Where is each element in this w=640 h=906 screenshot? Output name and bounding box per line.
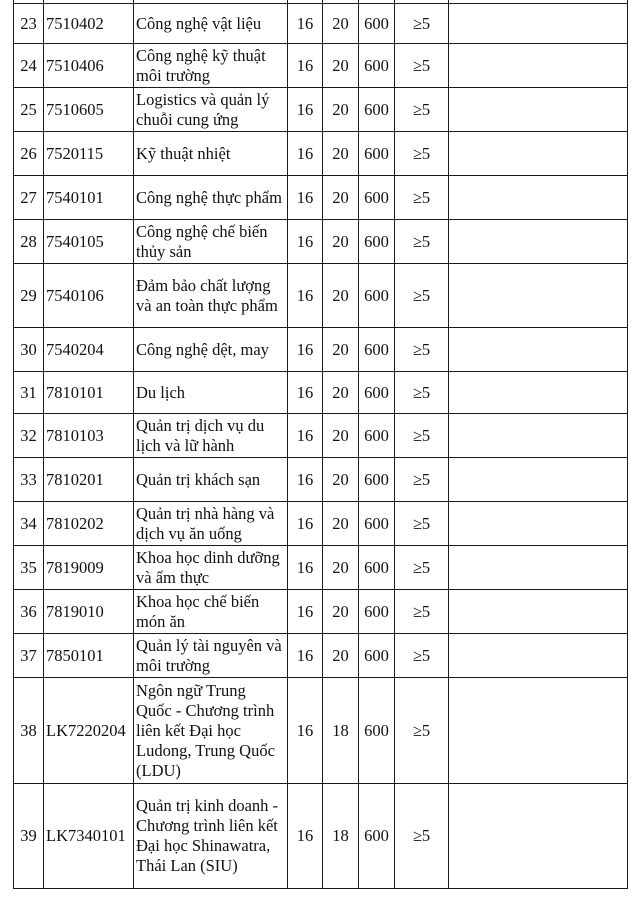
- program-code: 7540105: [44, 220, 134, 264]
- value-b: 20: [323, 372, 359, 414]
- program-code: 7510406: [44, 44, 134, 88]
- value-a: 16: [288, 678, 323, 784]
- program-code: 7819010: [44, 590, 134, 634]
- value-c: 600: [359, 88, 395, 132]
- program-code: 7510402: [44, 4, 134, 44]
- value-d: ≥5: [395, 372, 449, 414]
- row-number: 34: [14, 502, 44, 546]
- admissions-table: [13, 0, 628, 889]
- row-number: 24: [14, 44, 44, 88]
- value-d: ≥5: [395, 590, 449, 634]
- table-body: [14, 0, 628, 889]
- note-cell: [449, 372, 628, 414]
- value-d: ≥5: [395, 502, 449, 546]
- value-d: ≥5: [395, 132, 449, 176]
- table-row: [14, 328, 628, 372]
- value-d: ≥5: [395, 88, 449, 132]
- table-row: [14, 458, 628, 502]
- note-cell: [449, 678, 628, 784]
- value-a: 16: [288, 176, 323, 220]
- program-code: 7850101: [44, 634, 134, 678]
- row-number: 31: [14, 372, 44, 414]
- value-a: 16: [288, 132, 323, 176]
- value-a: 16: [288, 88, 323, 132]
- value-c: 600: [359, 546, 395, 590]
- value-c: 600: [359, 44, 395, 88]
- row-number: 35: [14, 546, 44, 590]
- row-number: 23: [14, 4, 44, 44]
- program-name: Công nghệ dệt, may: [134, 328, 288, 372]
- table-row: [14, 4, 628, 44]
- row-number: 30: [14, 328, 44, 372]
- value-d: ≥5: [395, 4, 449, 44]
- value-c: 600: [359, 414, 395, 458]
- table-row: [14, 220, 628, 264]
- program-code: 7810103: [44, 414, 134, 458]
- row-number: 27: [14, 176, 44, 220]
- program-code: 7819009: [44, 546, 134, 590]
- program-name: Công nghệ thực phẩm: [134, 176, 288, 220]
- value-c: 600: [359, 784, 395, 889]
- program-name: Du lịch: [134, 372, 288, 414]
- value-b: 20: [323, 88, 359, 132]
- value-a: 16: [288, 372, 323, 414]
- note-cell: [449, 502, 628, 546]
- value-a: 16: [288, 264, 323, 328]
- value-a: 16: [288, 458, 323, 502]
- row-number: 29: [14, 264, 44, 328]
- program-code: 7520115: [44, 132, 134, 176]
- table-row: [14, 546, 628, 590]
- program-name: Công nghệ kỹ thuật môi trường: [134, 44, 288, 88]
- table-row: [14, 678, 628, 784]
- value-d: ≥5: [395, 414, 449, 458]
- row-number: 39: [14, 784, 44, 889]
- program-name: Khoa học dinh dưỡng và ẩm thực: [134, 546, 288, 590]
- note-cell: [449, 458, 628, 502]
- value-b: 20: [323, 328, 359, 372]
- program-name: Quản lý tài nguyên và môi trường: [134, 634, 288, 678]
- program-name: Đảm bảo chất lượng và an toàn thực phẩm: [134, 264, 288, 328]
- table-row: [14, 590, 628, 634]
- row-number: 28: [14, 220, 44, 264]
- value-c: 600: [359, 4, 395, 44]
- value-c: 600: [359, 132, 395, 176]
- value-d: ≥5: [395, 634, 449, 678]
- program-name: Khoa học chế biến món ăn: [134, 590, 288, 634]
- row-number: 36: [14, 590, 44, 634]
- note-cell: [449, 176, 628, 220]
- row-number: 25: [14, 88, 44, 132]
- row-number: 32: [14, 414, 44, 458]
- table-row: [14, 372, 628, 414]
- value-c: 600: [359, 634, 395, 678]
- value-b: 20: [323, 44, 359, 88]
- value-a: 16: [288, 784, 323, 889]
- note-cell: [449, 44, 628, 88]
- value-b: 20: [323, 220, 359, 264]
- value-d: ≥5: [395, 546, 449, 590]
- table-row: [14, 634, 628, 678]
- program-code: LK7340101: [44, 784, 134, 889]
- note-cell: [449, 784, 628, 889]
- note-cell: [449, 264, 628, 328]
- table-row: [14, 176, 628, 220]
- row-number: 33: [14, 458, 44, 502]
- program-name: Công nghệ chế biến thủy sản: [134, 220, 288, 264]
- value-b: 20: [323, 590, 359, 634]
- value-b: 18: [323, 678, 359, 784]
- program-code: 7540101: [44, 176, 134, 220]
- value-d: ≥5: [395, 44, 449, 88]
- note-cell: [449, 220, 628, 264]
- value-c: 600: [359, 590, 395, 634]
- value-c: 600: [359, 328, 395, 372]
- value-a: 16: [288, 328, 323, 372]
- note-cell: [449, 132, 628, 176]
- value-b: 20: [323, 414, 359, 458]
- value-b: 20: [323, 546, 359, 590]
- value-c: 600: [359, 264, 395, 328]
- value-d: ≥5: [395, 264, 449, 328]
- value-d: ≥5: [395, 678, 449, 784]
- program-code: 7810101: [44, 372, 134, 414]
- program-name: Công nghệ vật liệu: [134, 4, 288, 44]
- value-c: 600: [359, 220, 395, 264]
- note-cell: [449, 634, 628, 678]
- value-a: 16: [288, 414, 323, 458]
- value-a: 16: [288, 220, 323, 264]
- note-cell: [449, 328, 628, 372]
- value-b: 20: [323, 176, 359, 220]
- program-name: Quản trị nhà hàng và dịch vụ ăn uống: [134, 502, 288, 546]
- value-a: 16: [288, 44, 323, 88]
- value-a: 16: [288, 546, 323, 590]
- program-code: LK7220204: [44, 678, 134, 784]
- note-cell: [449, 4, 628, 44]
- value-a: 16: [288, 502, 323, 546]
- value-a: 16: [288, 634, 323, 678]
- row-number: 26: [14, 132, 44, 176]
- value-b: 20: [323, 264, 359, 328]
- value-c: 600: [359, 176, 395, 220]
- value-b: 20: [323, 634, 359, 678]
- program-code: 7810202: [44, 502, 134, 546]
- row-number: 37: [14, 634, 44, 678]
- value-d: ≥5: [395, 176, 449, 220]
- value-a: 16: [288, 590, 323, 634]
- value-c: 600: [359, 502, 395, 546]
- table-row: [14, 502, 628, 546]
- note-cell: [449, 88, 628, 132]
- program-name: Quản trị kinh doanh - Chương trình liên kết Đại học Shinawatra, Thái Lan (SIU): [134, 784, 288, 889]
- value-d: ≥5: [395, 458, 449, 502]
- program-code: 7540204: [44, 328, 134, 372]
- table-row: [14, 44, 628, 88]
- value-b: 20: [323, 458, 359, 502]
- note-cell: [449, 590, 628, 634]
- program-name: Quản trị dịch vụ du lịch và lữ hành: [134, 414, 288, 458]
- table-row: [14, 414, 628, 458]
- value-b: 20: [323, 4, 359, 44]
- note-cell: [449, 414, 628, 458]
- value-c: 600: [359, 678, 395, 784]
- note-cell: [449, 546, 628, 590]
- program-code: 7810201: [44, 458, 134, 502]
- program-name: Kỹ thuật nhiệt: [134, 132, 288, 176]
- program-name: Ngôn ngữ Trung Quốc - Chương trình liên kết Đại học Ludong, Trung Quốc (LDU): [134, 678, 288, 784]
- value-b: 18: [323, 784, 359, 889]
- value-a: 16: [288, 4, 323, 44]
- value-b: 20: [323, 502, 359, 546]
- table-row: [14, 132, 628, 176]
- row-number: 38: [14, 678, 44, 784]
- value-b: 20: [323, 132, 359, 176]
- program-code: 7540106: [44, 264, 134, 328]
- value-c: 600: [359, 458, 395, 502]
- program-name: Logistics và quản lý chuỗi cung ứng: [134, 88, 288, 132]
- value-d: ≥5: [395, 784, 449, 889]
- value-d: ≥5: [395, 328, 449, 372]
- table-row: [14, 784, 628, 889]
- value-c: 600: [359, 372, 395, 414]
- value-d: ≥5: [395, 220, 449, 264]
- program-code: 7510605: [44, 88, 134, 132]
- table-row: [14, 264, 628, 328]
- table-row: [14, 88, 628, 132]
- program-name: Quản trị khách sạn: [134, 458, 288, 502]
